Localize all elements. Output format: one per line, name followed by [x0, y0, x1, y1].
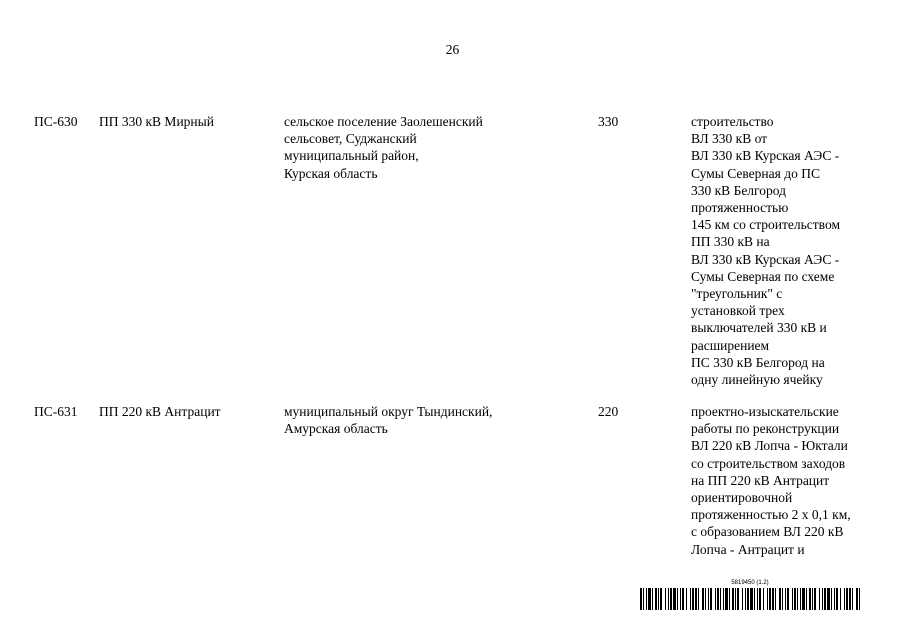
substation-voltage: 330 — [598, 114, 619, 129]
works-description: проектно-изыскательские работы по реконструкции ВЛ 220 кВ Лопча - Юктали со строительством заходов на ПП 220 кВ Антрацит ориентировочной протяженностью 2 x 0,1 км, с образованием ВЛ 220 кВ Лопча - Антрацит и — [691, 404, 851, 557]
substation-location: сельское поселение Заолешенский сельсовет, Суджанский муниципальный район, Курская область — [284, 114, 483, 181]
substation-voltage: 220 — [598, 404, 619, 419]
substation-name: ПП 220 кВ Антрацит — [99, 404, 221, 419]
works-description: строительство ВЛ 330 кВ от ВЛ 330 кВ Курская АЭС - Сумы Северная до ПС 330 кВ Белгород протяженностью 145 км со строительством ПП 330 кВ на ВЛ 330 кВ Курская АЭС - Сумы Северная по схеме "треугольник" с установкой трех выключателей 330 кВ и расширением ПС 330 кВ Белгород на одну линейную ячейку — [691, 114, 840, 388]
substation-code: ПС-630 — [34, 114, 78, 129]
substation-code: ПС-631 — [34, 404, 78, 419]
barcode — [640, 580, 860, 612]
barcode-bars — [640, 588, 860, 610]
substation-name: ПП 330 кВ Мирный — [99, 114, 214, 129]
page-number: 26 — [445, 42, 460, 57]
barcode-label: 5819450 (1.2) — [731, 580, 769, 586]
substation-location: муниципальный округ Тындинский, Амурская область — [284, 404, 493, 437]
